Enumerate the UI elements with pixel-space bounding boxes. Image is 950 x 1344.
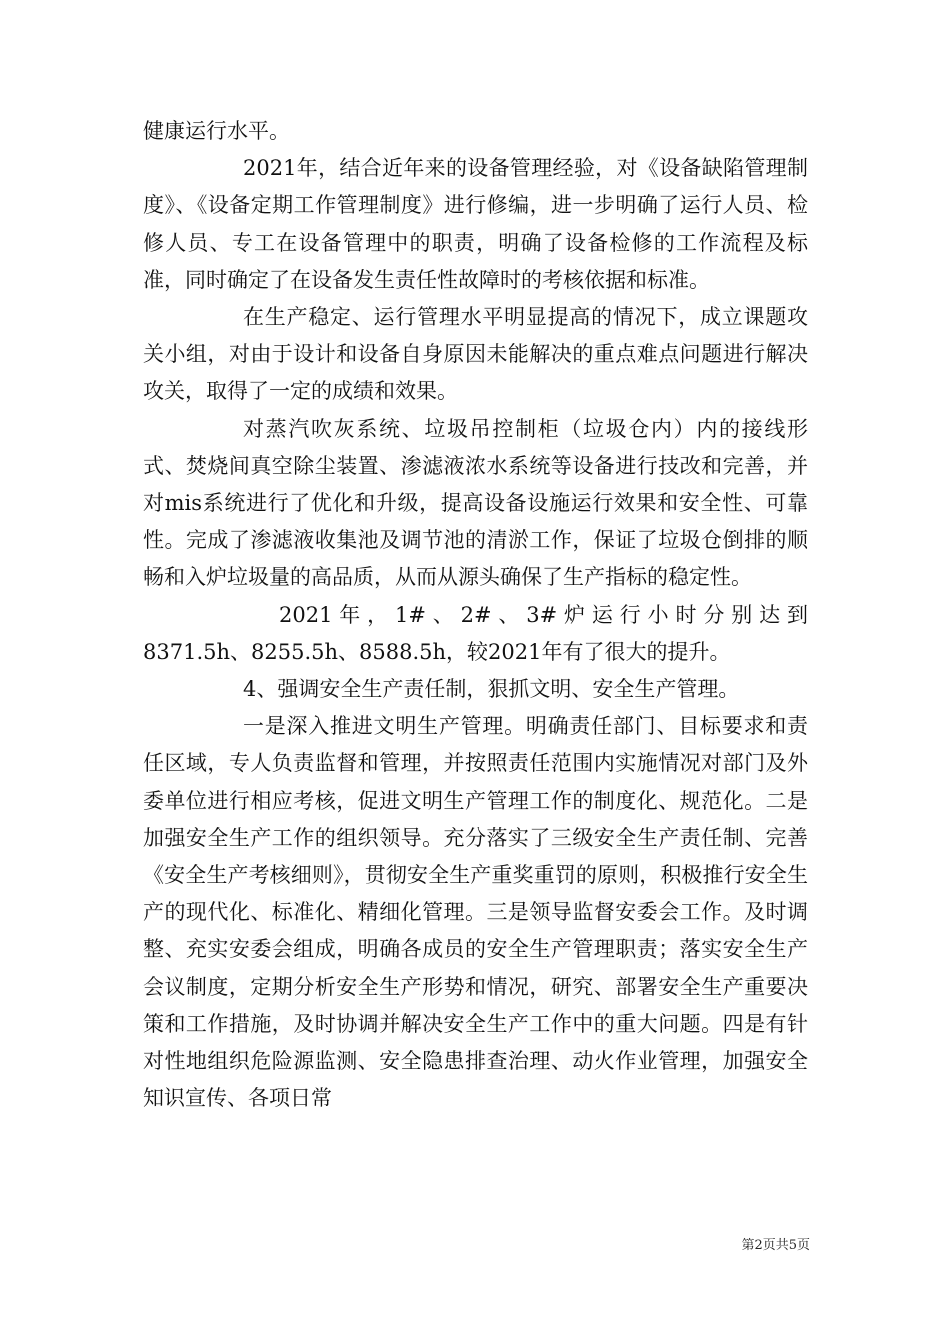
section-heading-safety: 4、强调安全生产责任制，狠抓文明、安全生产管理。	[243, 677, 740, 702]
paragraph-safety-management: 一是深入推进文明生产管理。明确责任部门、目标要求和责任区域，专人负责监督和管理，并按照责任范围内实施情况对部门及外委单位进行相应考核，促进文明生产管理工作的制度化、规范化。二是加强安全生产工作的组织领导。充分落实了三级安全生产责任制、完善《安全生产考核细则》，贯彻安全生产重奖重罚的原则，积极推行安全生产的现代化、标准化、精细化管理。三是领导监督安委会工作。及时调整、充实安委会组成，明确各成员的安全生产管理职责；落实安全生产会议制度，定期分析安全生产形势和情况，研究、部署安全生产重要决策和工作措施，及时协调并解决安全生产工作中的重大问题。四是有针对性地组织危险源监测、安全隐患排查治理、动火作业管理，加强安全知识宣传、各项日常	[143, 714, 808, 1111]
paragraph-technical-upgrades: 对蒸汽吹灰系统、垃圾吊控制柜（垃圾仓内）内的接线形式、焚烧间真空除尘装置、渗滤液浓水系统等设备进行技改和完善，并对mis系统进行了优化和升级，提高设备设施运行效果和安全性、可靠性。完成了渗滤液收集池及调节池的清淤工作，保证了垃圾仓倒排的顺畅和入炉垃圾量的高品质，从而从源头确保了生产指标的稳定性。	[143, 416, 808, 590]
document-body	[143, 113, 808, 1117]
page-number: 第2页共5页	[741, 1238, 810, 1253]
paragraph-furnace-hours: 2021 年 ， 1# 、 2# 、 3# 炉 运 行 小 时 分 别 达 到 8371.5h、8255.5h、8588.5h，较2021年有了很大的提升。	[143, 602, 808, 664]
paragraph-research-team: 在生产稳定、运行管理水平明显提高的情况下，成立课题攻关小组，对由于设计和设备自身原因未能解决的重点难点问题进行解决攻关，取得了一定的成绩和效果。	[143, 305, 808, 404]
paragraph-continuation: 健康运行水平。	[143, 119, 290, 143]
paragraph-equipment-management: 2021年，结合近年来的设备管理经验，对《设备缺陷管理制度》、《设备定期工作管理制度》进行修编，进一步明确了运行人员、检修人员、专工在设备管理中的职责，明确了设备检修的工作流程及标准，同时确定了在设备发生责任性故障时的考核依据和标准。	[143, 156, 808, 292]
